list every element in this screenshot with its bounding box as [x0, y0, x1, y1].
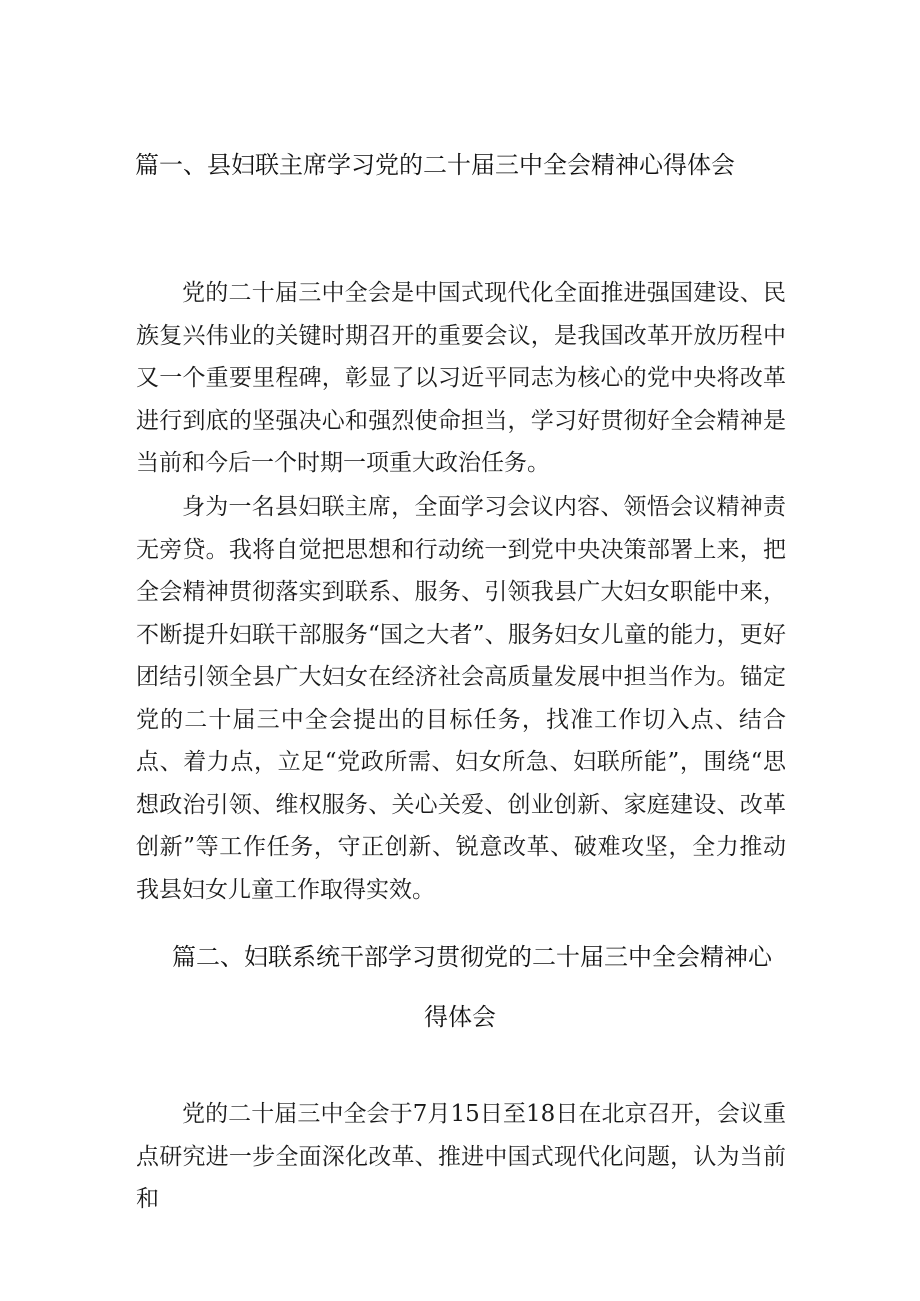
section-two-paragraph-1: 党的二十届三中全会于7月15日至18日在北京召开，会议重点研究进一步全面深化改革、推进中国式现代化问题，认为当前和: [136, 1101, 786, 1212]
section-one-paragraph-1: 党的二十届三中全会是中国式现代化全面推进强国建设、民族复兴伟业的关键时期召开的重要会议，是我国改革开放历程中又一个重要里程碑，彰显了以习近平同志为核心的党中央将改革进行到底的坚强决心和强烈使命担当，学习好贯彻好全会精神是当前和今后一个时期一项重大政治任务。: [136, 280, 786, 476]
section-two-title-line-1: 篇二、妇联系统干部学习贯彻党的二十届三中全会精神心: [172, 943, 772, 971]
section-two-title-line-2: 得体会: [424, 1003, 496, 1031]
section-one-title: 篇一、县妇联主席学习党的二十届三中全会精神心得体会: [135, 151, 735, 179]
section-one-paragraph-2: 身为一名县妇联主席，全面学习会议内容、领悟会议精神责无旁贷。我将自觉把思想和行动统一到党中央决策部署上来，把全会精神贯彻落实到联系、服务、引领我县广大妇女职能中来，不断提升妇联干部服务“国之大者”、服务妇女儿童的能力，更好团结引领全县广大妇女在经济社会高质量发展中担当作为。锚定党的二十届三中全会提出的目标任务，找准工作切入点、结合点、着力点，立足“党政所需、妇女所急、妇联所能”，围绕“思想政治引领、维权服务、关心关爱、创业创新、家庭建设、改革创新”等工作任务，守正创新、锐意改革、破难攻坚，全力推动我县妇女儿童工作取得实效。: [136, 494, 786, 903]
